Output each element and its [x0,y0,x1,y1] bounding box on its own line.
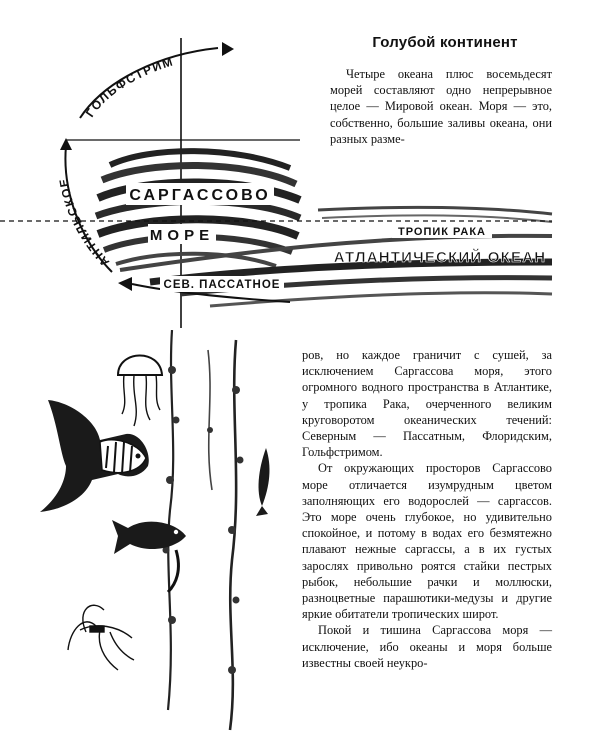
sargasso-label: САРГАССОВО [129,187,271,204]
seaweed-strand [168,330,173,710]
body-paragraph-1: ров, но каждое граничит с сушей, за исключением Саргассова моря, этого огромного водного пространства в Атлантике, у тропика Рака, очерченного великим круговоротом океанических течений: Северным — Пассатным, Флоридским, Гольфстримом. [302,348,552,460]
trade-arrowhead-icon [118,277,132,291]
small-fish-icon [112,520,186,592]
sea-label: МОРЕ [149,227,215,244]
underwater-illustration [0,330,300,750]
tropic-label: ТРОПИК РАКА [397,226,487,238]
article-title: Голубой континент [372,34,518,51]
jellyfish-icon [118,355,162,426]
seaweed-strand [208,350,212,490]
ocean-label: АТЛАНТИЧЕСКИЙ ОКЕАН [333,249,547,266]
trade-wind-label: СЕВ. ПАССАТНОЕ [163,279,281,291]
gulfstream-arrowhead-icon [222,42,234,56]
intro-paragraph: Четыре океана плюс восемьдесят морей составляют одно непрерывное целое — Мировой океан. Моря — это, собственно, большие заливы океана, они разных разме- [330,67,552,146]
intro-column [330,66,552,147]
slender-fish-icon [256,448,269,516]
body-paragraph-3: Покой и тишина Саргассова моря — исключение, ибо океаны и моря больше известны своей неукро- [302,623,552,670]
gulfstream-label: ГОЛЬФСТРИМ [82,54,176,120]
body-column [302,347,552,671]
angelfish-icon [40,400,149,512]
shrimp-icon [68,605,134,670]
body-paragraph-2: От окружающих просторов Саргассово море отличается изумрудным цветом заполняющих его водорослей — саргассов. Это море очень глубокое, но удивительно спокойное, и потому в водах его безмятежно плавают нежные саргассы, а в их густых зарослях привольно роятся стайки пестрых рыбок, небольшие рачки и моллюски, разноцветные парашютики-медузы и другие яркие обитатели тропических широт. [302,461,552,622]
antilles-label: АНТИЛЬСКОЕ [56,176,113,270]
